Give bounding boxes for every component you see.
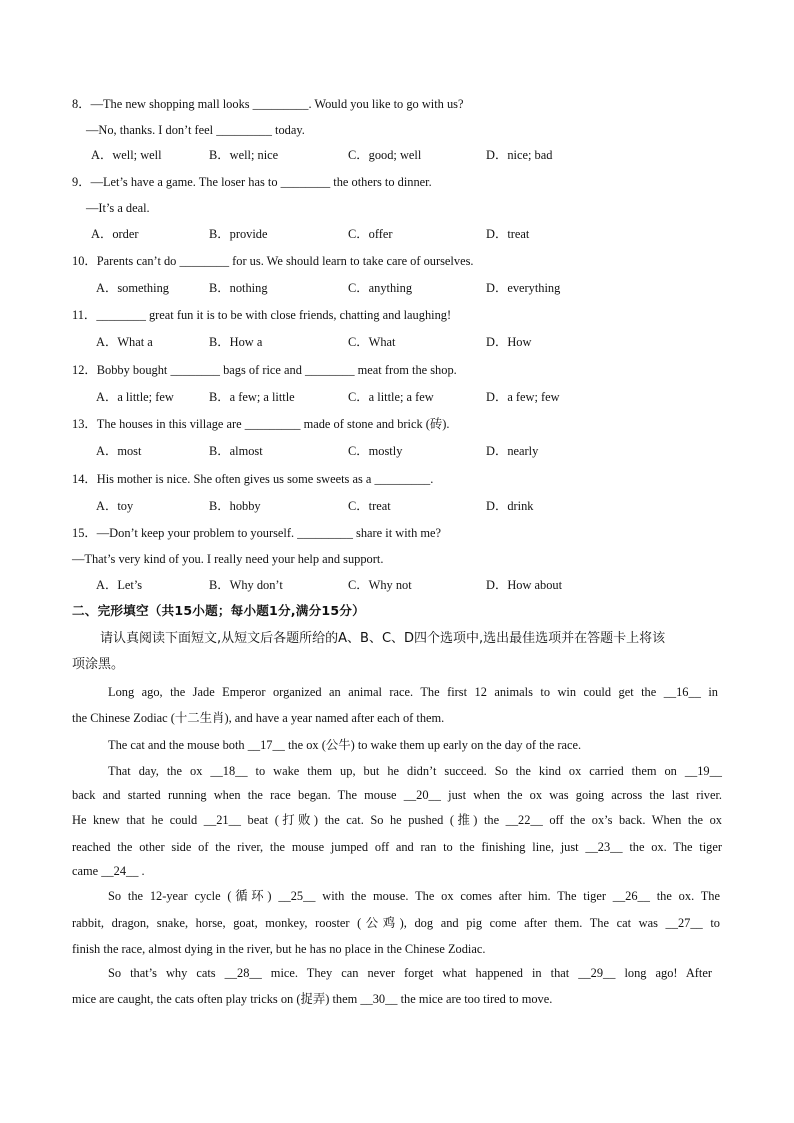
question-8-option-a: A．well; well <box>91 148 162 162</box>
question-13-option-b: B．almost <box>209 444 263 458</box>
question-13-option-a: A．most <box>96 444 142 458</box>
question-8-stem: 8．—The new shopping mall looks _________. Would you like to go with us? <box>72 97 464 111</box>
passage-line: Long ago, the Jade Emperor organized an animal race. The first 12 animals to win could get the __16__ in <box>108 685 718 699</box>
question-8-option-c: C．good; well <box>348 148 422 162</box>
question-14-stem: 14．His mother is nice. She often gives us some sweets as a _________. <box>72 472 434 486</box>
question-10-option-a: A．something <box>96 281 169 295</box>
passage-line: So that’s why cats __28__ mice. They can never forget what happened in that __29__ long ago! After <box>108 966 712 980</box>
question-13-stem: 13．The houses in this village are _________ made of stone and brick (砖). <box>72 417 450 431</box>
question-9-stem: 9．—Let’s have a game. The loser has to ________ the others to dinner. <box>72 175 432 189</box>
question-12-option-b: B．a few; a little <box>209 390 295 404</box>
passage-line: came __24__ . <box>72 864 145 878</box>
section-2-instruction-line-1: 请认真阅读下面短文,从短文后各题所给的A、B、C、D四个选项中,选出最佳选项并在答题卡上将该 <box>100 631 666 646</box>
question-15-option-a: A．Let’s <box>96 578 143 592</box>
question-11-option-c: C．What <box>348 335 396 349</box>
passage-line: mice are caught, the cats often play tricks on (捉弄) them __30__ the mice are too tired to move. <box>72 992 553 1006</box>
question-10-option-b: B．nothing <box>209 281 268 295</box>
question-9-option-d: D．treat <box>486 227 530 241</box>
passage-line: the Chinese Zodiac (十二生肖), and have a year named after each of them. <box>72 711 445 725</box>
question-9-option-b: B．provide <box>209 227 268 241</box>
question-10-option-d: D．everything <box>486 281 561 295</box>
question-10-stem: 10．Parents can’t do ________ for us. We should learn to take care of ourselves. <box>72 254 474 268</box>
question-14-option-c: C．treat <box>348 499 391 513</box>
question-12-option-c: C．a little; a few <box>348 390 434 404</box>
passage-line: back and started running when the race began. The mouse __20__ just when the ox was going across the last river. <box>72 788 722 802</box>
question-9-option-c: C．offer <box>348 227 393 241</box>
question-8-option-d: D．nice; bad <box>486 148 553 162</box>
question-11-option-a: A．What a <box>96 335 153 349</box>
section-2-title: 二、完形填空（共15小题；每小题1分,满分15分） <box>72 603 365 618</box>
question-13-option-d: D．nearly <box>486 444 539 458</box>
question-15-option-b: B．Why don’t <box>209 578 283 592</box>
question-14-option-b: B．hobby <box>209 499 261 513</box>
question-15-stem: 15．—Don’t keep your problem to yourself. _________ share it with me? <box>72 526 442 540</box>
passage-line: So the 12-year cycle (循环) __25__ with the mouse. The ox comes after him. The tiger __26__ the ox. The <box>108 889 720 903</box>
question-8-reply: —No, thanks. I don’t feel _________ today. <box>86 123 305 137</box>
passage-line: reached the other side of the river, the mouse jumped off and ran to the finishing line, just __23__ the ox. The tiger <box>72 840 722 854</box>
question-12-option-a: A．a little; few <box>96 390 174 404</box>
question-14-option-d: D．drink <box>486 499 534 513</box>
section-2-instruction-line-2: 项涂黑。 <box>72 657 125 672</box>
question-10-option-c: C．anything <box>348 281 413 295</box>
question-13-option-c: C．mostly <box>348 444 403 458</box>
question-9-option-a: A．order <box>91 227 139 241</box>
question-11-option-b: B．How a <box>209 335 263 349</box>
question-11-stem: 11．________ great fun it is to be with close friends, chatting and laughing! <box>72 308 452 322</box>
passage-line: He knew that he could __21__ beat (打败) the cat. So he pushed (推) the __22__ off the ox’s back. When the ox <box>72 813 722 827</box>
question-12-stem: 12．Bobby bought ________ bags of rice and ________ meat from the shop. <box>72 363 457 377</box>
question-15-option-c: C．Why not <box>348 578 412 592</box>
passage-line: finish the race, almost dying in the river, but he has no place in the Chinese Zodiac. <box>72 942 486 956</box>
passage-line: rabbit, dragon, snake, horse, goat, monkey, rooster (公鸡), dog and pig come after them. The cat was __27__ to <box>72 916 720 930</box>
passage-line: That day, the ox __18__ to wake them up, but he didn’t succeed. So the kind ox carried them on __19__ <box>108 764 722 778</box>
question-15-reply: —That’s very kind of you. I really need your help and support. <box>72 552 384 566</box>
question-9-reply: —It’s a deal. <box>86 201 150 215</box>
question-11-option-d: D．How <box>486 335 532 349</box>
question-15-option-d: D．How about <box>486 578 563 592</box>
question-12-option-d: D．a few; few <box>486 390 560 404</box>
question-8-option-b: B．well; nice <box>209 148 279 162</box>
question-14-option-a: A．toy <box>96 499 134 513</box>
passage-line: The cat and the mouse both __17__ the ox (公牛) to wake them up early on the day of the race. <box>108 738 582 752</box>
